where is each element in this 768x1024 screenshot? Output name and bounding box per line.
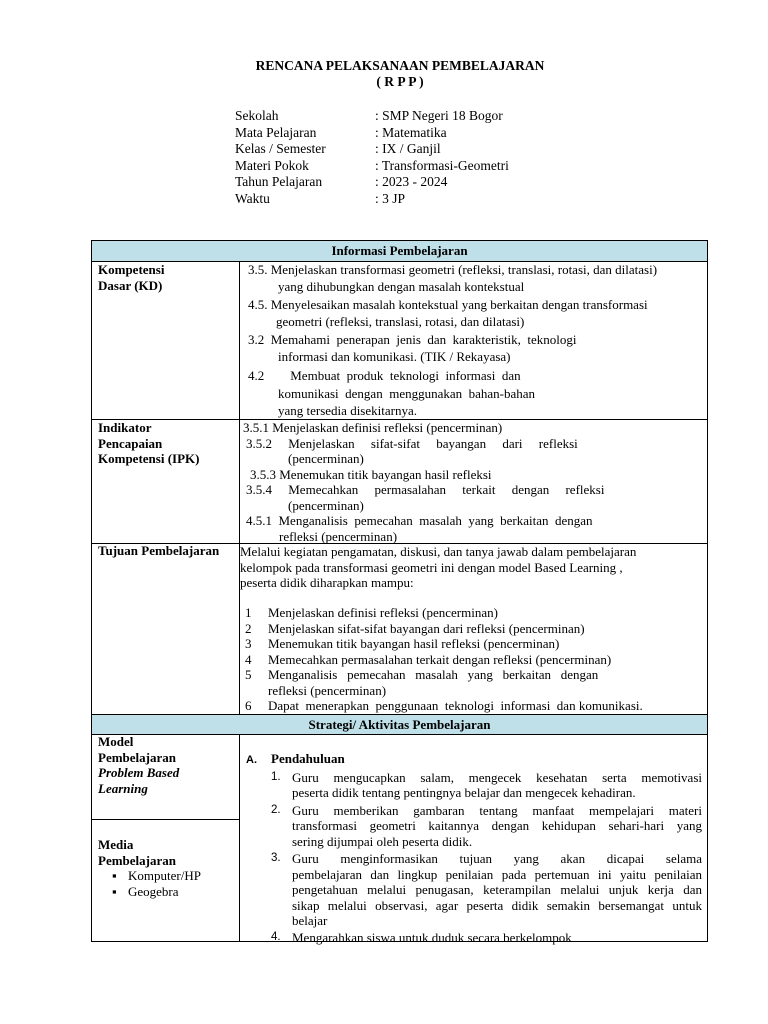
document-subtitle: ( R P P )	[376, 74, 424, 89]
divider	[92, 819, 239, 820]
tujuan-item: 6 Dapat menerapkan penggunaan teknologi informasi dan komunikasi.	[245, 698, 643, 713]
kd-item-1: 3.5. Menjelaskan transformasi geometri (refleksi, translasi, rotasi, dan dilatasi) yang dihubungkan dengan masalah kontekstual	[248, 262, 658, 294]
pendahuluan-item: 2. Guru memberikan gambaran tentang manfaat mempelajari materi transformasi geometri kaitannya dengan kehidupan sehari-hari yang sering dijumpai oleh peserta didik.	[271, 802, 702, 849]
media-item: ▪ Geogebra	[130, 884, 236, 900]
meta-row-kelas: Kelas / Semester : IX / Ganjil	[235, 141, 441, 156]
pendahuluan-item: 4. Mengarahkan siswa untuk duduk secara berkelompok	[271, 929, 572, 945]
tujuan-item: 5 Menganalisis pemecahan masalah yang berkaitan dengan	[245, 667, 599, 682]
model-cell: Model Pembelajaran Problem Based Learning	[98, 734, 180, 796]
tujuan-item: 1 Menjelaskan definisi refleksi (pencerminan)	[245, 605, 498, 620]
pendahuluan-heading: A. Pendahuluan	[246, 751, 345, 766]
tujuan-item: 4 Memecahkan permasalahan terkait dengan refleksi (pencerminan)	[245, 651, 612, 667]
ipk-label: Indikator Pencapaian Kompetensi (IPK)	[98, 420, 200, 466]
info-header: Informasi Pembelajaran	[92, 241, 707, 261]
pendahuluan-item: 1. Guru mengucapkan salam, mengecek kesehatan serta memotivasi peserta didik tentang pentingnya belajar dan mengecek kehadiran.	[271, 769, 702, 800]
column-divider	[239, 262, 240, 714]
tujuan-item-cont: refleksi (pencerminan)	[268, 682, 387, 698]
pendahuluan-list	[246, 770, 704, 946]
meta-row-sekolah: Sekolah : SMP Negeri 18 Bogor	[235, 108, 503, 123]
tujuan-label: Tujuan Pembelajaran	[98, 543, 220, 558]
pendahuluan-item: 3. Guru menginformasikan tujuan yang akan dicapai selama pembelajaran dan lingkup penilaian pada pertemuan ini yaitu penilaian pengetahuan melalui penugasan, keterampilan melalui unjuk kerja dan sikap melalui observasi, agar peserta didik semakin bersemangat untuk belajar	[271, 851, 702, 928]
pendahuluan-cell	[246, 751, 704, 945]
kd-item-4: 4.2 Membuat produk teknologi informasi dan komunikasi dengan menggunakan bahan-bahan yang tersedia disekitarnya.	[248, 368, 536, 418]
meta-row-tahun: Tahun Pelajaran : 2023 - 2024	[235, 174, 448, 189]
ipk-list: 3.5.1 Menjelaskan definisi refleksi (pencerminan) 3.5.2 Menjelaskan sifat-sifat bayangan dari refleksi (pencerminan) 3.5.3 Menemukan titik bayangan hasil refleksi 3.5.4 Memecahkan permasalahan terkait dengan refleksi (pencerminan) 4.5.1 Menganalisis pemecahan masalah yang berkaitan dengan refleksi (pencerminan)	[243, 420, 605, 544]
tujuan-item: 2 Menjelaskan sifat-sifat bayangan dari refleksi (pencerminan)	[245, 620, 585, 636]
meta-block	[235, 108, 509, 207]
media-item: ▪ Komputer/HP	[130, 868, 236, 884]
rpp-table	[91, 240, 708, 945]
tujuan-list	[245, 605, 703, 714]
meta-row-materi: Materi Pokok : Transformasi-Geometri	[235, 157, 509, 173]
meta-row-mapel: Mata Pelajaran : Matematika	[235, 124, 447, 140]
kd-item-2: 4.5. Menyelesaikan masalah kontekstual yang berkaitan dengan transformasi geometri (refleksi, translasi, rotasi, dan dilatasi)	[248, 297, 648, 329]
media-cell: Media Pembelajaran ▪ Komputer/HP ▪ Geogebra	[98, 837, 236, 899]
tujuan-intro: Melalui kegiatan pengamatan, diskusi, dan tanya jawab dalam pembelajaran kelompok pada transformasi geometri ini dengan model Based Learning , peserta didik diharapkan mampu:	[240, 544, 637, 590]
strategi-header: Strategi/ Aktivitas Pembelajaran	[92, 715, 707, 734]
tujuan-item: 3 Menemukan titik bayangan hasil refleksi (pencerminan)	[245, 636, 560, 651]
kd-label: Kompetensi Dasar (KD)	[98, 262, 165, 293]
kd-item-3: 3.2 Memahami penerapan jenis dan karakteristik, teknologi informasi dan komunikasi. (TIK / Rekayasa)	[248, 332, 577, 364]
meta-row-waktu: Waktu : 3 JP	[235, 190, 406, 206]
column-divider	[239, 735, 240, 942]
document-title: RENCANA PELAKSANAAN PEMBELAJARAN	[255, 58, 545, 73]
